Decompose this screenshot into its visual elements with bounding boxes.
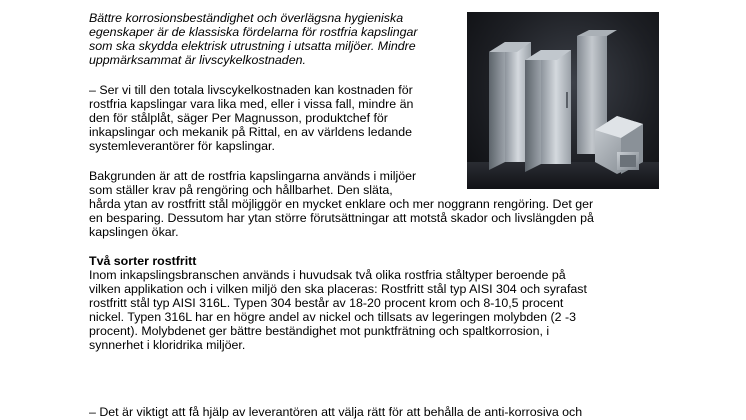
para2-line-5: kapslingen ökar. [89, 225, 179, 239]
stainless-enclosures-photo [467, 12, 659, 189]
para3-line-1: – Det är viktigt att få hjälp av leverantören att välja rätt för att behålla de anti-korrosiva och [89, 405, 583, 419]
intro-line-1: Bättre korrosionsbeständighet och överlägsna hygieniska [89, 11, 404, 25]
para2-line-1: Bakgrunden är att de rostfria kapslingarna används i miljöer [89, 169, 417, 183]
section-heading: Två sorter rostfritt [89, 254, 197, 268]
para1-line-2: rostfria kapslingar vara lika med, eller i vissa fall, mindre än [89, 97, 414, 111]
section-line-2: vilken applikation och i vilken miljö den ska placeras: Rostfritt stål typ AISI 304 och syrafast [89, 282, 587, 296]
para2-line-3: hårda ytan av rostfritt stål möjliggör en mycket enklare och mer noggrann rengöring. Det ger [89, 197, 594, 211]
para1-line-5: systemleverantörer för kapslingar. [89, 139, 275, 153]
intro-line-4: uppmärksammat är livscykelkostnaden. [89, 53, 306, 67]
section-line-3: rostfritt stål typ AISI 316L. Typen 304 består av 18-20 procent krom och 8-10,5 procent [89, 296, 564, 310]
intro-line-2: egenskaper är de klassiska fördelarna för rostfria kapslingar [89, 25, 418, 39]
section-line-1: Inom inkapslingsbranschen används i huvudsak två olika rostfria ståltyper beroende på [89, 268, 566, 282]
intro-line-3: som ska skydda elektrisk utrustning i utsatta miljöer. Mindre [89, 39, 416, 53]
enclosures-illustration [467, 12, 659, 189]
section-line-4: nickel. Typen 316L har en högre andel av nickel och tillsats av legeringen molybden (2 -3 [89, 310, 576, 324]
para2-line-2: som ställer krav på rengöring och hållbarhet. Den släta, [89, 183, 393, 197]
para1-line-3: den för stålplåt, säger Per Magnusson, produktchef för [89, 111, 388, 125]
para2-line-4: en besparing. Dessutom har ytan större förutsättningar att motstå skador och livslängden på [89, 211, 594, 225]
para1-line-1: – Ser vi till den totala livscykelkostnaden kan kostnaden för [89, 83, 413, 97]
section-line-5: procent). Molybdenet ger bättre beständighet mot punktfrätning och spaltkorrosion, i [89, 324, 550, 338]
section-line-6: synnerhet i kloridrika miljöer. [89, 338, 246, 352]
para1-line-4: inkapslingar och mekanik på Rittal, en av världens ledande [89, 125, 413, 139]
